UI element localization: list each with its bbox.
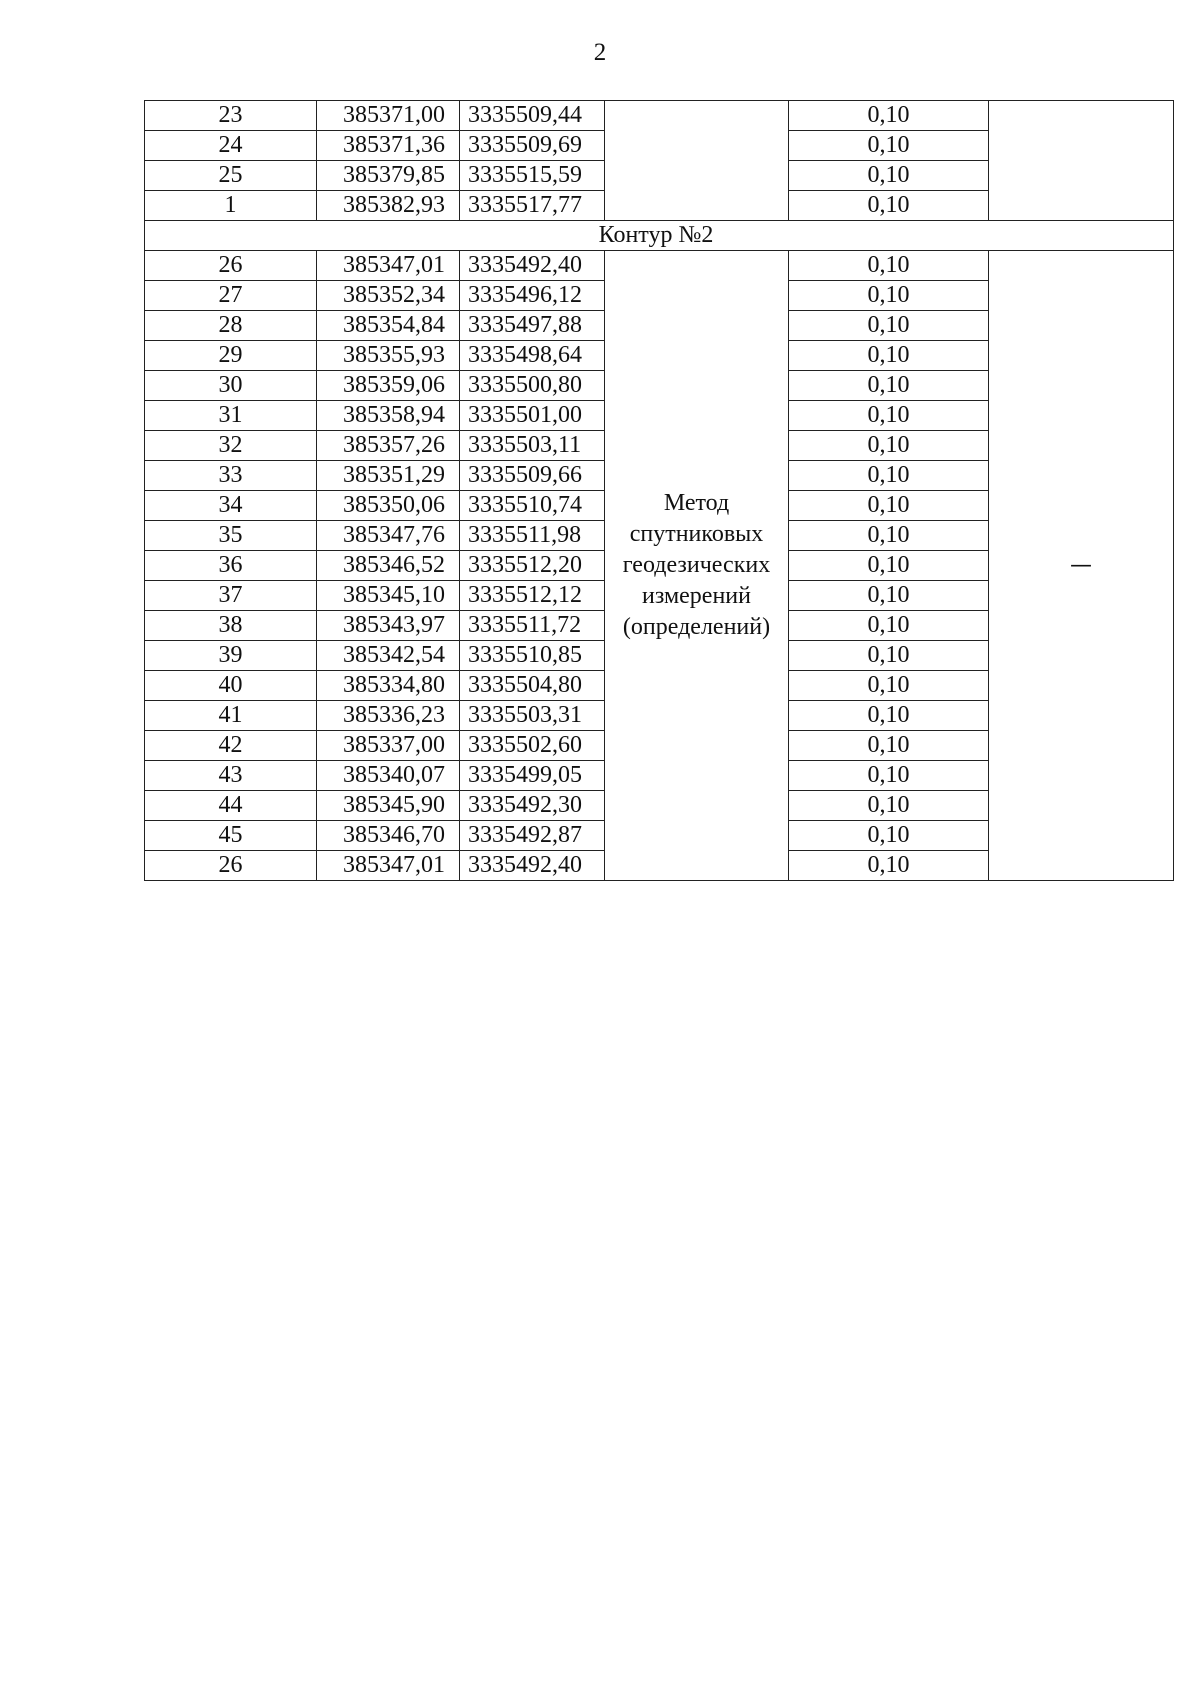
accuracy-cell: 0,10 (789, 191, 989, 221)
coordinates-table-body (145, 101, 1174, 881)
point-number-cell: 44 (145, 791, 317, 821)
x-coordinate-cell: 385347,01 (317, 251, 460, 281)
x-coordinate-cell: 385343,97 (317, 611, 460, 641)
accuracy-cell: 0,10 (789, 551, 989, 581)
accuracy-cell: 0,10 (789, 671, 989, 701)
accuracy-cell: 0,10 (789, 521, 989, 551)
method-text-line: измерений (641, 583, 751, 609)
table-row (145, 251, 1174, 281)
y-coordinate-cell: 3335517,77 (460, 191, 605, 221)
x-coordinate-cell: 385352,34 (317, 281, 460, 311)
method-text-line: геодезических (622, 552, 771, 578)
point-number-cell: 30 (145, 371, 317, 401)
point-number-cell: 29 (145, 341, 317, 371)
point-number-cell: 42 (145, 731, 317, 761)
x-coordinate-cell: 385347,76 (317, 521, 460, 551)
accuracy-cell: 0,10 (789, 701, 989, 731)
x-coordinate-cell: 385346,70 (317, 821, 460, 851)
x-coordinate-cell: 385354,84 (317, 311, 460, 341)
point-number-cell: 27 (145, 281, 317, 311)
point-number-cell: 26 (145, 251, 317, 281)
accuracy-cell: 0,10 (789, 851, 989, 881)
accuracy-cell: 0,10 (789, 821, 989, 851)
point-number-cell: 32 (145, 431, 317, 461)
y-coordinate-cell: 3335512,12 (460, 581, 605, 611)
accuracy-cell: 0,10 (789, 461, 989, 491)
y-coordinate-cell: 3335510,74 (460, 491, 605, 521)
y-coordinate-cell: 3335492,87 (460, 821, 605, 851)
accuracy-cell: 0,10 (789, 761, 989, 791)
x-coordinate-cell: 385382,93 (317, 191, 460, 221)
x-coordinate-cell: 385350,06 (317, 491, 460, 521)
table-row (145, 101, 1174, 131)
page-number: 2 (593, 39, 607, 66)
y-coordinate-cell: 3335492,40 (460, 251, 605, 281)
method-text-line: спутниковых (629, 521, 764, 547)
y-coordinate-cell: 3335501,00 (460, 401, 605, 431)
point-number-cell: 31 (145, 401, 317, 431)
x-coordinate-cell: 385351,29 (317, 461, 460, 491)
y-coordinate-cell: 3335511,72 (460, 611, 605, 641)
y-coordinate-cell: 3335498,64 (460, 341, 605, 371)
y-coordinate-cell: 3335499,05 (460, 761, 605, 791)
point-number-cell: 1 (145, 191, 317, 221)
y-coordinate-cell: 3335503,31 (460, 701, 605, 731)
point-number-cell: 43 (145, 761, 317, 791)
accuracy-cell: 0,10 (789, 341, 989, 371)
method-text-line: (определений) (622, 614, 771, 640)
x-coordinate-cell: 385358,94 (317, 401, 460, 431)
accuracy-cell: 0,10 (789, 371, 989, 401)
y-coordinate-cell: 3335510,85 (460, 641, 605, 671)
y-coordinate-cell: 3335492,40 (460, 851, 605, 881)
point-number-cell: 38 (145, 611, 317, 641)
point-number-cell: 37 (145, 581, 317, 611)
x-coordinate-cell: 385346,52 (317, 551, 460, 581)
point-number-cell: 40 (145, 671, 317, 701)
x-coordinate-cell: 385359,06 (317, 371, 460, 401)
accuracy-cell: 0,10 (789, 401, 989, 431)
section-title: Контур №2 (145, 221, 1174, 251)
x-coordinate-cell: 385337,00 (317, 731, 460, 761)
point-number-cell: 23 (145, 101, 317, 131)
y-coordinate-cell: 3335500,80 (460, 371, 605, 401)
accuracy-cell: 0,10 (789, 101, 989, 131)
point-number-cell: 33 (145, 461, 317, 491)
accuracy-cell: 0,10 (789, 611, 989, 641)
y-coordinate-cell: 3335504,80 (460, 671, 605, 701)
accuracy-cell: 0,10 (789, 581, 989, 611)
accuracy-cell: 0,10 (789, 431, 989, 461)
x-coordinate-cell: 385379,85 (317, 161, 460, 191)
y-coordinate-cell: 3335496,12 (460, 281, 605, 311)
point-number-cell: 25 (145, 161, 317, 191)
accuracy-cell: 0,10 (789, 311, 989, 341)
y-coordinate-cell: 3335511,98 (460, 521, 605, 551)
y-coordinate-cell: 3335497,88 (460, 311, 605, 341)
coordinates-table (144, 100, 1174, 881)
accuracy-cell: 0,10 (789, 731, 989, 761)
point-number-cell: 34 (145, 491, 317, 521)
point-number-cell: 41 (145, 701, 317, 731)
x-coordinate-cell: 385334,80 (317, 671, 460, 701)
y-coordinate-cell: 3335515,59 (460, 161, 605, 191)
accuracy-cell: 0,10 (789, 131, 989, 161)
method-cell (605, 251, 789, 881)
description-cell (989, 101, 1174, 221)
y-coordinate-cell: 3335509,66 (460, 461, 605, 491)
x-coordinate-cell: 385336,23 (317, 701, 460, 731)
x-coordinate-cell: 385357,26 (317, 431, 460, 461)
point-number-cell: 28 (145, 311, 317, 341)
y-coordinate-cell: 3335503,11 (460, 431, 605, 461)
description-cell: — (989, 251, 1174, 881)
point-number-cell: 45 (145, 821, 317, 851)
y-coordinate-cell: 3335509,44 (460, 101, 605, 131)
y-coordinate-cell: 3335512,20 (460, 551, 605, 581)
x-coordinate-cell: 385371,00 (317, 101, 460, 131)
point-number-cell: 36 (145, 551, 317, 581)
x-coordinate-cell: 385345,10 (317, 581, 460, 611)
section-header-row (145, 221, 1174, 251)
accuracy-cell: 0,10 (789, 791, 989, 821)
x-coordinate-cell: 385347,01 (317, 851, 460, 881)
point-number-cell: 26 (145, 851, 317, 881)
x-coordinate-cell: 385340,07 (317, 761, 460, 791)
point-number-cell: 35 (145, 521, 317, 551)
y-coordinate-cell: 3335502,60 (460, 731, 605, 761)
x-coordinate-cell: 385355,93 (317, 341, 460, 371)
accuracy-cell: 0,10 (789, 491, 989, 521)
y-coordinate-cell: 3335492,30 (460, 791, 605, 821)
method-text-line: Метод (663, 490, 730, 516)
accuracy-cell: 0,10 (789, 251, 989, 281)
accuracy-cell: 0,10 (789, 161, 989, 191)
x-coordinate-cell: 385342,54 (317, 641, 460, 671)
x-coordinate-cell: 385345,90 (317, 791, 460, 821)
point-number-cell: 39 (145, 641, 317, 671)
accuracy-cell: 0,10 (789, 641, 989, 671)
accuracy-cell: 0,10 (789, 281, 989, 311)
point-number-cell: 24 (145, 131, 317, 161)
y-coordinate-cell: 3335509,69 (460, 131, 605, 161)
method-cell (605, 101, 789, 221)
x-coordinate-cell: 385371,36 (317, 131, 460, 161)
